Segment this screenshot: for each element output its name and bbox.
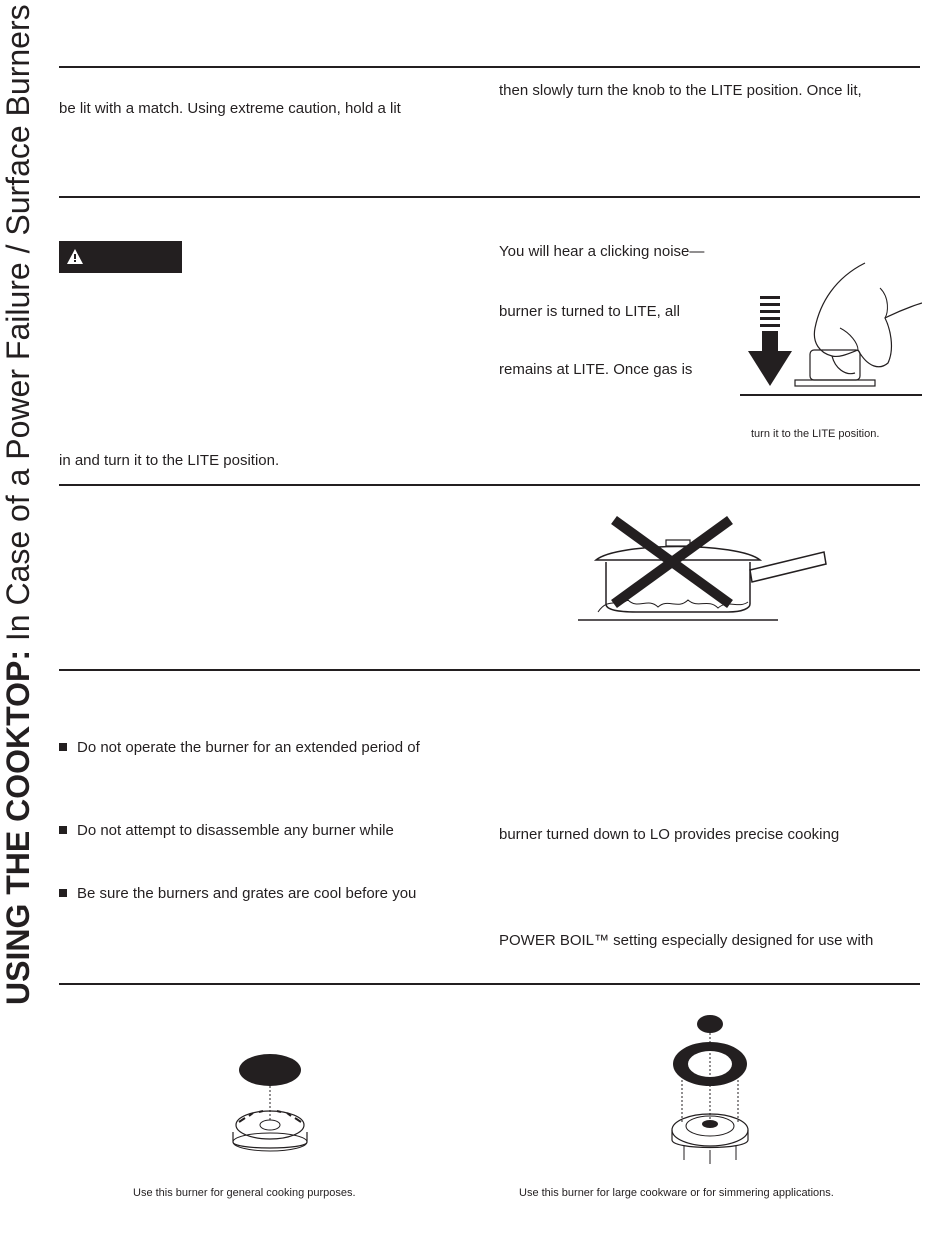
section-rule	[59, 66, 920, 68]
s4-right-line2: POWER BOIL™ setting especially designed for use with	[499, 932, 874, 949]
s1-left-text: be lit with a match. Using extreme caution, hold a lit	[59, 100, 401, 117]
bullet-text: Do not operate the burner for an extended period of	[77, 739, 420, 756]
section-rule	[59, 669, 920, 671]
section-rule	[59, 484, 920, 486]
side-title	[0, 4, 38, 1005]
section-rule	[59, 196, 920, 198]
hand-knob-illustration	[740, 258, 922, 398]
s5-right-caption: Use this burner for large cookware or for simmering applications.	[519, 1187, 834, 1199]
bullet-icon	[59, 743, 67, 751]
bullet-icon	[59, 826, 67, 834]
s5-left-caption: Use this burner for general cooking purposes.	[133, 1187, 356, 1199]
bullet-icon	[59, 889, 67, 897]
section-rule	[59, 983, 920, 985]
side-title-light: In Case of a Power Failure / Surface Burners	[0, 4, 36, 642]
bullet-item	[59, 885, 416, 902]
bullet-text: Be sure the burners and grates are cool before you	[77, 885, 417, 902]
side-title-bold: USING THE COOKTOP:	[0, 650, 36, 1005]
s2-right-line2: burner is turned to LITE, all	[499, 303, 680, 320]
s2-left-bottom: in and turn it to the LITE position.	[59, 452, 280, 469]
bullet-item	[59, 739, 420, 756]
bullet-text: Do not attempt to disassemble any burner while	[77, 822, 394, 839]
warning-triangle-icon	[65, 247, 85, 267]
s2-right-line3: remains at LITE. Once gas is	[499, 361, 693, 378]
standard-burner-illustration	[225, 1050, 315, 1160]
s2-figure-caption: turn it to the LITE position.	[751, 428, 880, 440]
bullet-item	[59, 822, 394, 839]
s1-right-text: then slowly turn the knob to the LITE position. Once lit,	[499, 82, 862, 99]
s2-right-line1: You will hear a clicking noise—	[499, 243, 705, 260]
power-burner-illustration	[660, 1012, 760, 1167]
s4-right-line1: burner turned down to LO provides precise cooking	[499, 826, 840, 843]
pot-overhang-illustration	[578, 512, 828, 627]
warning-label	[59, 241, 182, 273]
